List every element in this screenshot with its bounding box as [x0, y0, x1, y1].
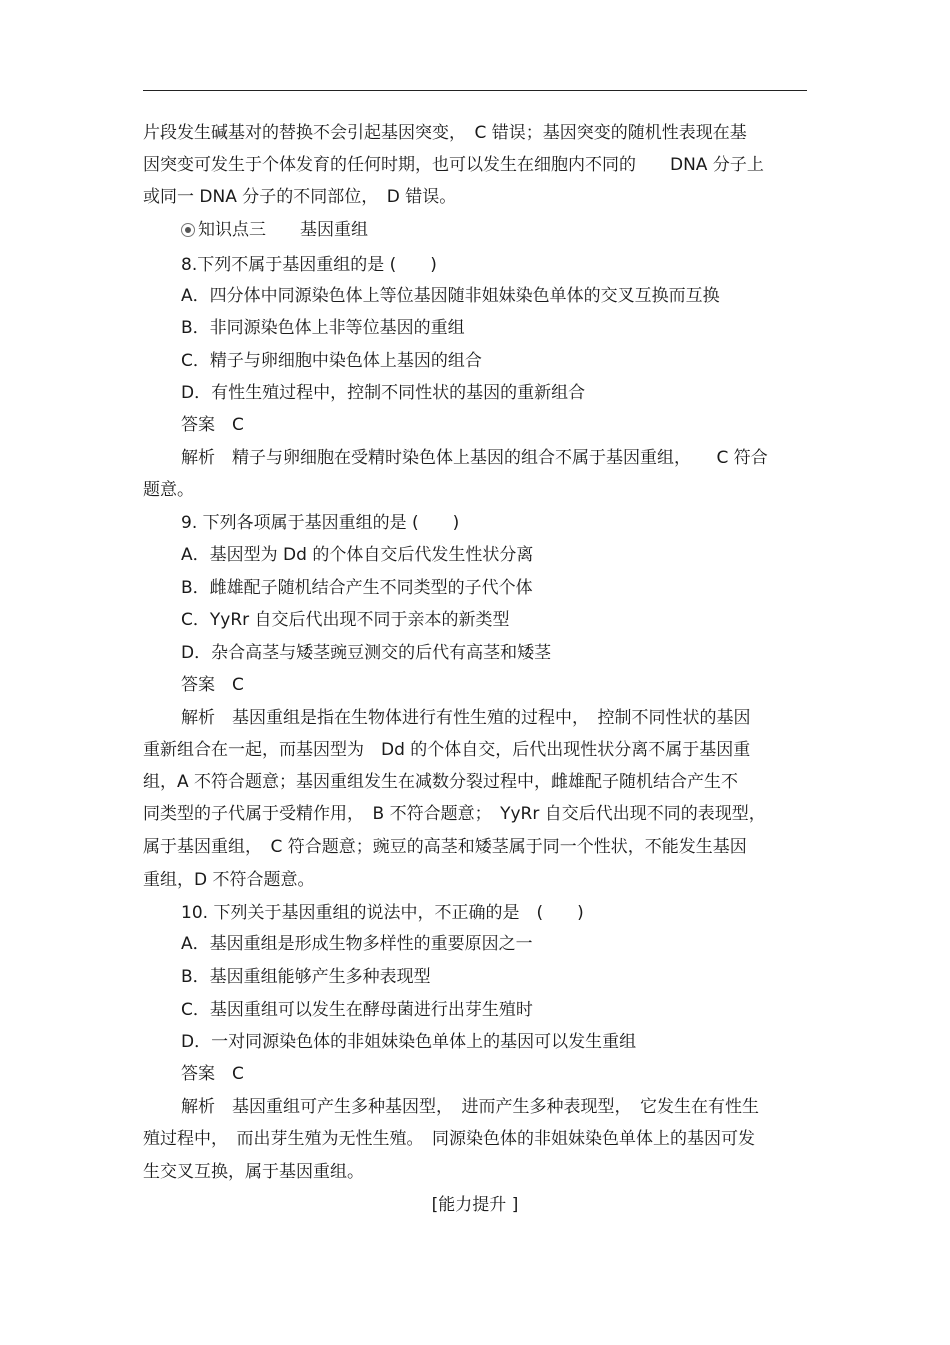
q9-analysis-line-5: 属于基因重组， C 符合题意；豌豆的高茎和矮茎属于同一个性状，不能发生基因	[143, 837, 747, 857]
q9-option-c: C．YyRr 自交后代出现不同于亲本的新类型	[181, 610, 510, 630]
q8-answer: 答案 C	[181, 415, 244, 435]
q10-analysis-line-3: 生交叉互换，属于基因重组。	[143, 1162, 364, 1182]
q10-option-d: D．一对同源染色体的非姐妹染色单体上的基因可以发生重组	[181, 1032, 637, 1052]
q9-stem: 9. 下列各项属于基因重组的是 ( )	[181, 513, 460, 533]
continuation-line-2: 因突变可发生于个体发育的任何时期，也可以发生在细胞内不同的 DNA 分子上	[143, 155, 764, 175]
q9-analysis-line-3: 组，A 不符合题意；基因重组发生在减数分裂过程中，雌雄配子随机结合产生不	[143, 772, 739, 792]
q8-option-b: B．非同源染色体上非等位基因的重组	[181, 318, 465, 338]
section-title: 知识点三 基因重组	[198, 220, 368, 240]
q10-analysis-line-1: 解析 基因重组可产生多种基因型， 进而产生多种表现型， 它发生在有性生	[181, 1097, 759, 1117]
q9-answer: 答案 C	[181, 675, 244, 695]
q8-stem: 8.下列不属于基因重组的是 ( )	[181, 255, 437, 275]
q10-answer: 答案 C	[181, 1064, 244, 1084]
q8-analysis-line-2: 题意。	[143, 480, 194, 500]
section-heading	[181, 219, 368, 241]
q8-option-c: C．精子与卵细胞中染色体上基因的组合	[181, 351, 482, 371]
q10-option-c: C．基因重组可以发生在酵母菌进行出芽生殖时	[181, 1000, 533, 1020]
q10-option-b: B．基因重组能够产生多种表现型	[181, 967, 431, 987]
q10-analysis-line-2: 殖过程中， 而出芽生殖为无性生殖。 同源染色体的非姐妹染色单体上的基因可发	[143, 1129, 755, 1149]
q9-analysis-line-2: 重新组合在一起，而基因型为 Dd 的个体自交，后代出现性状分离不属于基因重	[143, 740, 751, 760]
ability-improvement-heading: [能力提升 ]	[431, 1195, 519, 1215]
q9-option-d: D．杂合高茎与矮茎豌豆测交的后代有高茎和矮茎	[181, 643, 552, 663]
q8-option-a: A．四分体中同源染色体上等位基因随非姐妹染色单体的交叉互换而互换	[181, 286, 720, 306]
q8-option-d: D．有性生殖过程中，控制不同性状的基因的重新组合	[181, 383, 586, 403]
q9-option-b: B．雌雄配子随机结合产生不同类型的子代个体	[181, 578, 533, 598]
q9-option-a: A．基因型为 Dd 的个体自交后代发生性状分离	[181, 545, 534, 565]
q9-analysis-line-1: 解析 基因重组是指在生物体进行有性生殖的过程中， 控制不同性状的基因	[181, 708, 751, 728]
q8-analysis-line-1: 解析 精子与卵细胞在受精时染色体上基因的组合不属于基因重组， C 符合	[181, 448, 768, 468]
section-bullet-icon	[181, 223, 195, 237]
q10-stem: 10. 下列关于基因重组的说法中，不正确的是 ( )	[181, 903, 584, 923]
q9-analysis-line-6: 重组，D 不符合题意。	[143, 870, 315, 890]
continuation-line-3: 或同一 DNA 分子的不同部位， D 错误。	[143, 187, 457, 207]
q9-analysis-line-4: 同类型的子代属于受精作用， B 不符合题意； YyRr 自交后代出现不同的表现型，	[143, 804, 766, 824]
q10-option-a: A．基因重组是形成生物多样性的重要原因之一	[181, 934, 533, 954]
header-rule	[143, 90, 807, 91]
continuation-line-1: 片段发生碱基对的替换不会引起基因突变， C 错误；基因突变的随机性表现在基	[143, 123, 747, 143]
